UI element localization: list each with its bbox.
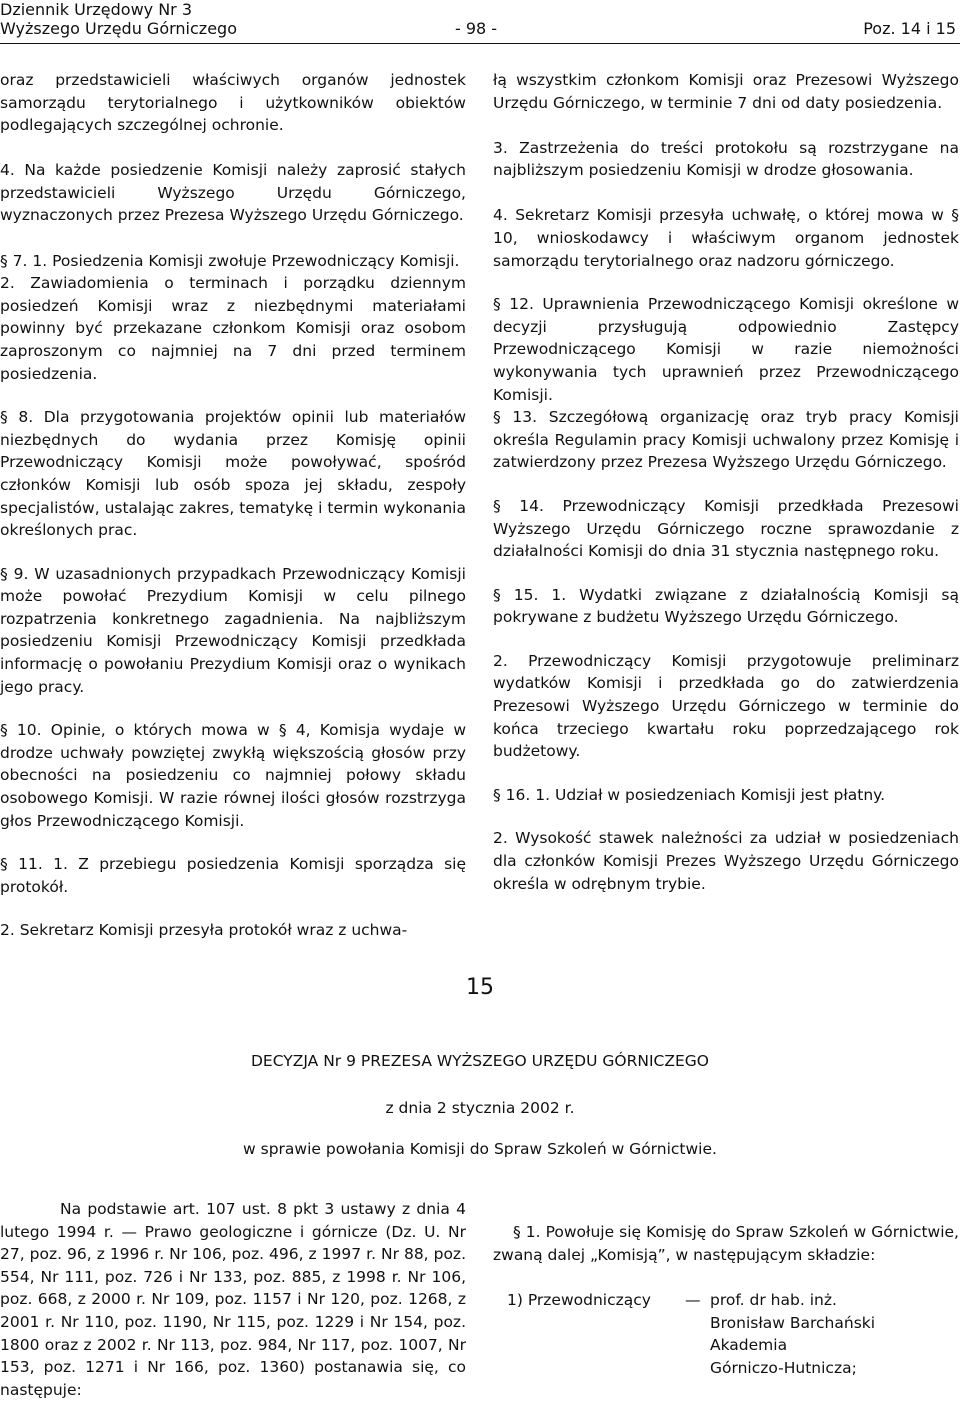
decision-right-column [493, 1221, 959, 1266]
right-column [493, 69, 959, 895]
paragraph: § 13. Szczegółową organizację oraz tryb pracy Komisji określa Regulamin pracy Komisji uchwalony przez Komisję i zatwierdzony przez Prezesa Wyższego Urzędu Górniczego. [493, 408, 959, 472]
paragraph: § 14. Przewodniczący Komisji przedkłada Prezesowi Wyższego Urzędu Górniczego roczne sprawozdanie z działalności Komisji do dnia 31 stycznia następnego roku. [493, 496, 959, 561]
paragraph: łą wszystkim członkom Komisji oraz Prezesowi Wyższego Urzędu Górniczego, w terminie 7 dni od daty posiedzenia. [493, 71, 959, 112]
paragraph: § 11. 1. Z przebiegu posiedzenia Komisji sporządza się protokół. [0, 855, 466, 896]
paragraph: 4. Na każde posiedzenie Komisji należy zaprosić stałych przedstawicieli Wyższego Urzędu Górniczego, wyznaczonych przez Prezesa Wyższego Urzędu Górniczego. [0, 161, 466, 225]
decision-number: 15 [466, 975, 494, 1000]
preamble: Na podstawie art. 107 ust. 8 pkt 3 ustawy z dnia 4 lutego 1994 r. — Prawo geologiczne i górnicze (Dz. U. Nr 27, poz. 96, z 1996 r. Nr 106, poz. 496, z 1997 r. Nr 88, poz. 554, Nr 111, poz. 726 i Nr 133, poz. 885, z 1998 r. Nr 106, poz. 668, z 2000 r. Nr 109, poz. 1157 i Nr 120, poz. 1268, z 2001 r. Nr 110, poz. 1190, Nr 115, poz. 1229 i Nr 154, poz. 1800 oraz z 2002 r. Nr 113, poz. 984, Nr 117, poz. 1007, Nr 153, poz. 1271 i Nr 166, poz. 1360) postanawia się, co następuje: [0, 1200, 466, 1399]
paragraph: § 12. Uprawnienia Przewodniczącego Komisji określone w decyzji przysługują odpowiednio Zastępcy Przewodniczącego Komisji w razie niemożności wykonywania tych uprawnień przez Przewodniczącego Komisji. [493, 295, 959, 404]
member-role: 1) Przewodniczący [507, 1291, 651, 1309]
section-1: § 1. Powołuje się Komisję do Spraw Szkoleń w Górnictwie, zwaną dalej „Komisją”, w następującym składzie: [493, 1223, 959, 1264]
page-number: - 98 - [455, 19, 498, 38]
paragraph: § 8. Dla przygotowania projektów opinii lub materiałów niezbędnych do wydania przez Komisję opinii Przewodniczący Komisji może powoływać, spośród członków Komisji lub osób spoza jej składu, zespoły specjalistów, ustalając zakres, tematykę i termin wykonania określonych prac. [0, 408, 466, 540]
paragraph: 2. Przewodniczący Komisji przygotowuje preliminarz wydatków Komisji i przedkłada go do zatwierdzenia Prezesowi Wyższego Urzędu Górniczego w terminie do końca trzeciego kwartału roku poprzedzającego rok budżetowy. [493, 651, 959, 761]
decision-title: DECYZJA Nr 9 PREZESA WYŻSZEGO URZĘDU GÓRNICZEGO [251, 1052, 709, 1070]
left-column [0, 69, 466, 942]
paragraph: § 10. Opinie, o których mowa w § 4, Komisja wydaje w drodze uchwały powziętej zwykłą większością głosów przy obecności na posiedzeniu co najmniej połowy składu osobowego Komisji. W razie równej ilości głosów rozstrzyga głos Przewodniczącego Komisji. [0, 721, 466, 830]
position-number: Poz. 14 i 15 [863, 19, 956, 38]
paragraph: § 16. 1. Udział w posiedzeniach Komisji jest płatny. [493, 785, 886, 804]
paragraph: § 9. W uzasadnionych przypadkach Przewodniczący Komisji może powołać Prezydium Komisji w celu pilnego rozpatrzenia konkretnego zagadnienia. Na najbliższym posiedzeniu Komisji Przewodniczący Komisji przedkłada informację o powołaniu Prezydium Komisji oraz o wynikach jego pracy. [0, 564, 466, 696]
header-rule [0, 43, 960, 44]
decision-date: z dnia 2 stycznia 2002 r. [385, 1099, 575, 1117]
decision-left-column [0, 1198, 466, 1401]
member-dash: — [685, 1291, 701, 1309]
member-title: prof. dr hab. inż. [710, 1291, 837, 1309]
member-name [710, 1289, 875, 1379]
decision-subject: w sprawie powołania Komisji do Spraw Szkoleń w Górnictwie. [243, 1140, 717, 1158]
paragraph: oraz przedstawicieli właściwych organów jednostek samorządu terytorialnego i użytkowników obiektów podlegających szczególnej ochronie. [0, 71, 466, 135]
journal-name [0, 0, 237, 38]
page-header [0, 0, 960, 44]
member-affiliation-2: Górniczo-Hutnicza; [710, 1358, 857, 1377]
journal-issuer: Wyższego Urzędu Górniczego [0, 19, 237, 38]
journal-title: Dziennik Urzędowy Nr 3 [0, 0, 193, 19]
paragraph: 2. Wysokość stawek należności za udział w posiedzeniach dla członków Komisji Prezes Wyższego Urzędu Górniczego określa w odrębnym trybie. [493, 829, 959, 893]
paragraph: 2. Sekretarz Komisji przesyła protokół wraz z uchwa- [0, 921, 408, 940]
paragraph: § 15. 1. Wydatki związane z działalnością Komisji są pokrywane z budżetu Wyższego Urzędu Górniczego. [493, 585, 959, 627]
paragraph: § 7. 1. Posiedzenia Komisji zwołuje Przewodniczący Komisji. [0, 251, 460, 270]
paragraph: 2. Zawiadomienia o terminach i porządku dziennym posiedzeń Komisji wraz z niezbędnymi materiałami powinny być przekazane członkom Komisji oraz osobom zaproszonym co najmniej na 7 dni przed terminem posiedzenia. [0, 274, 466, 383]
member-fullname: Bronisław Barchański [710, 1313, 876, 1332]
paragraph: 3. Zastrzeżenia do treści protokołu są rozstrzygane na najbliższym posiedzeniu Komisji w drodze głosowania. [493, 138, 959, 180]
member-affiliation: Akademia [710, 1336, 788, 1355]
paragraph: 4. Sekretarz Komisji przesyła uchwałę, o której mowa w § 10, wnioskodawcy i właściwym organom jednostek samorządu terytorialnego oraz nadzoru górniczego. [493, 206, 959, 270]
